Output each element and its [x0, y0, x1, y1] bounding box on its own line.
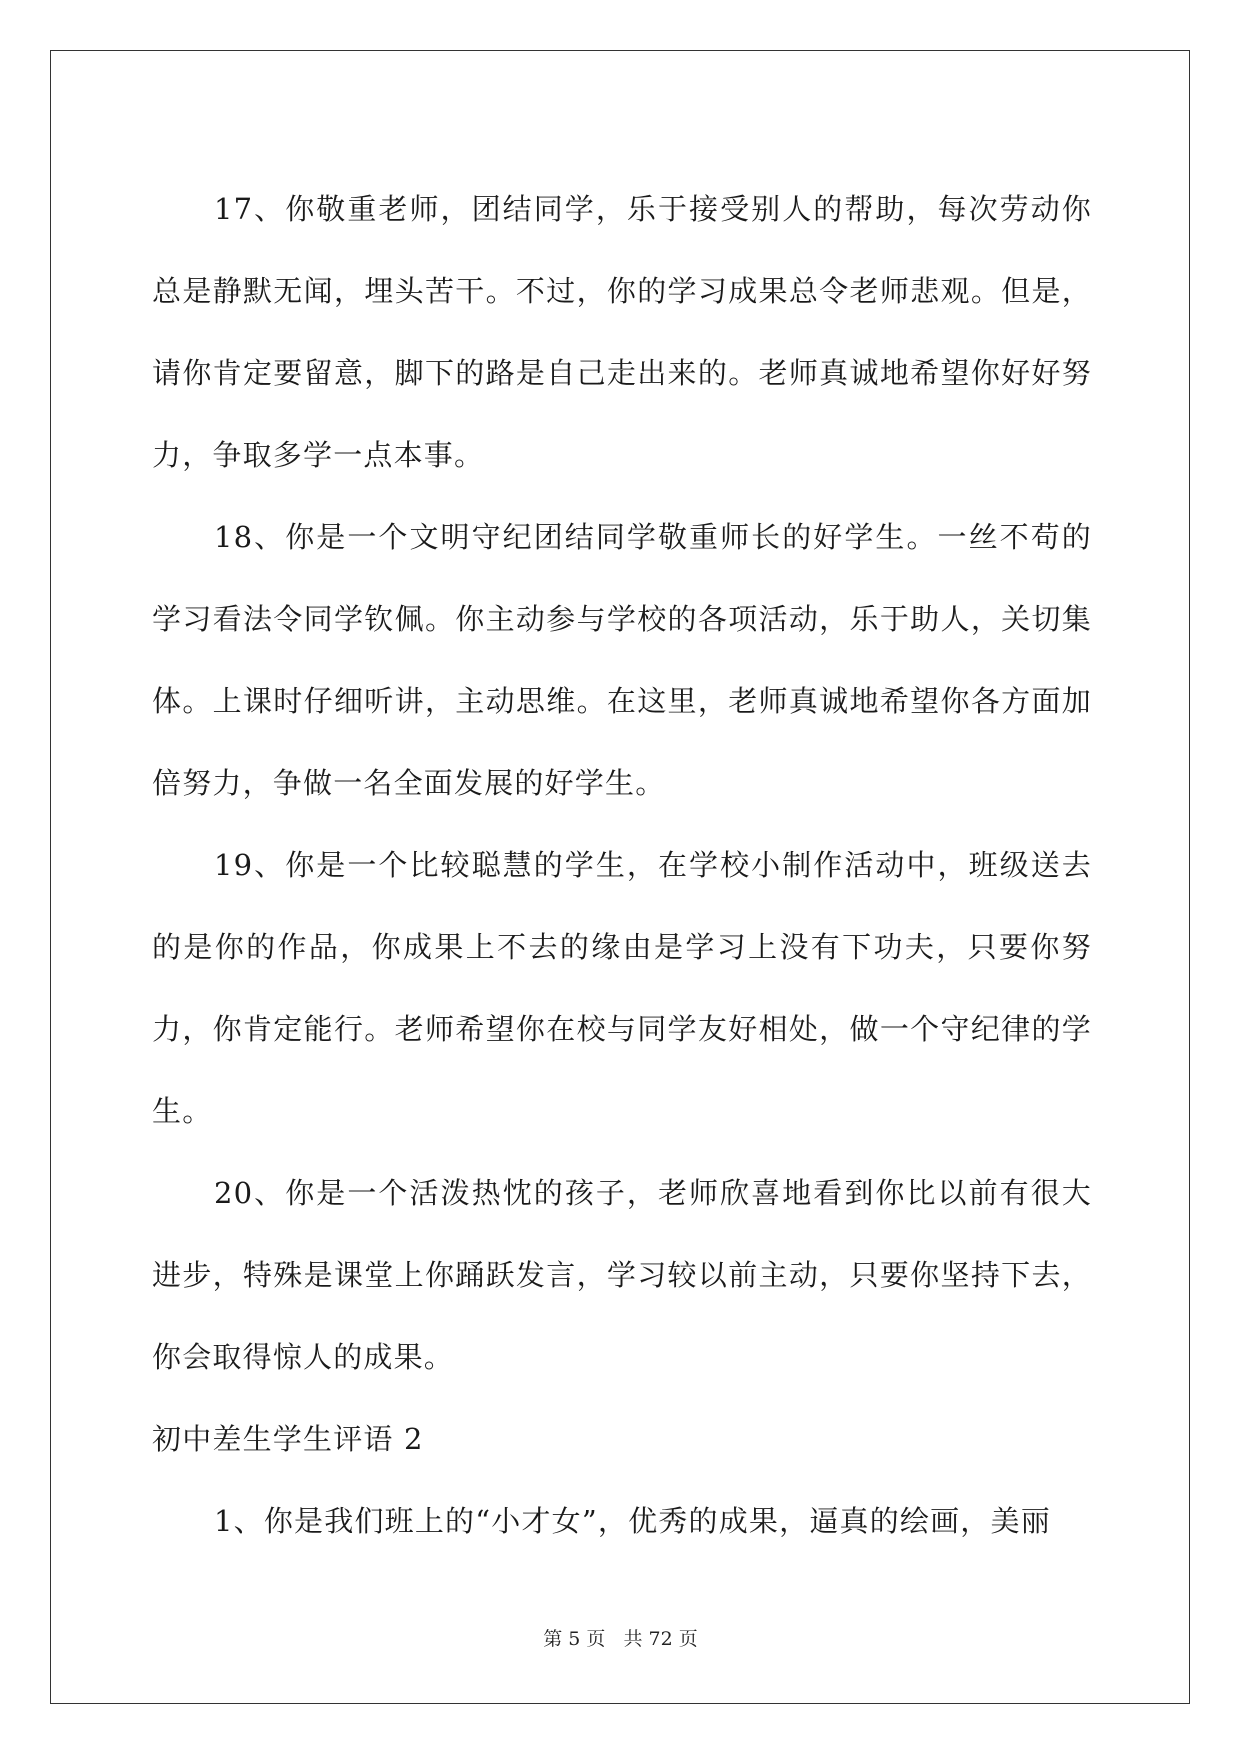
page-number: 第 5 页 — [543, 1628, 606, 1650]
section-heading: 初中差生学生评语 2 — [152, 1422, 424, 1456]
paragraph-19: 19、你是一个比较聪慧的学生，在学校小制作活动中，班级送去的是你的作品，你成果上不去的缘由是学习上没有下功夫，只要你努力，你肯定能行。老师希望你在校与同学友好相处，做一个守纪律的学生。 — [152, 848, 1092, 1128]
paragraph-17: 17、你敬重老师，团结同学，乐于接受别人的帮助，每次劳动你总是静默无闻，埋头苦干。不过，你的学习成果总令老师悲观。但是，请你肯定要留意，脚下的路是自己走出来的。老师真诚地希望你好好努力，争取多学一点本事。 — [152, 192, 1092, 472]
paragraph-18: 18、你是一个文明守纪团结同学敬重师长的好学生。一丝不苟的学习看法令同学钦佩。你主动参与学校的各项活动，乐于助人，关切集体。上课时仔细听讲，主动思维。在这里，老师真诚地希望你各方面加倍努力，争做一名全面发展的好学生。 — [152, 520, 1092, 800]
page-footer — [0, 1624, 1241, 1651]
paragraph-20: 20、你是一个活泼热忱的孩子，老师欣喜地看到你比以前有很大进步，特殊是课堂上你踊跃发言，学习较以前主动，只要你坚持下去，你会取得惊人的成果。 — [152, 1176, 1092, 1374]
document-body — [152, 168, 1092, 1562]
total-pages: 共 72 页 — [623, 1628, 698, 1650]
paragraph-1: 1、你是我们班上的“小才女”，优秀的成果，逼真的绘画，美丽 — [214, 1504, 1051, 1538]
